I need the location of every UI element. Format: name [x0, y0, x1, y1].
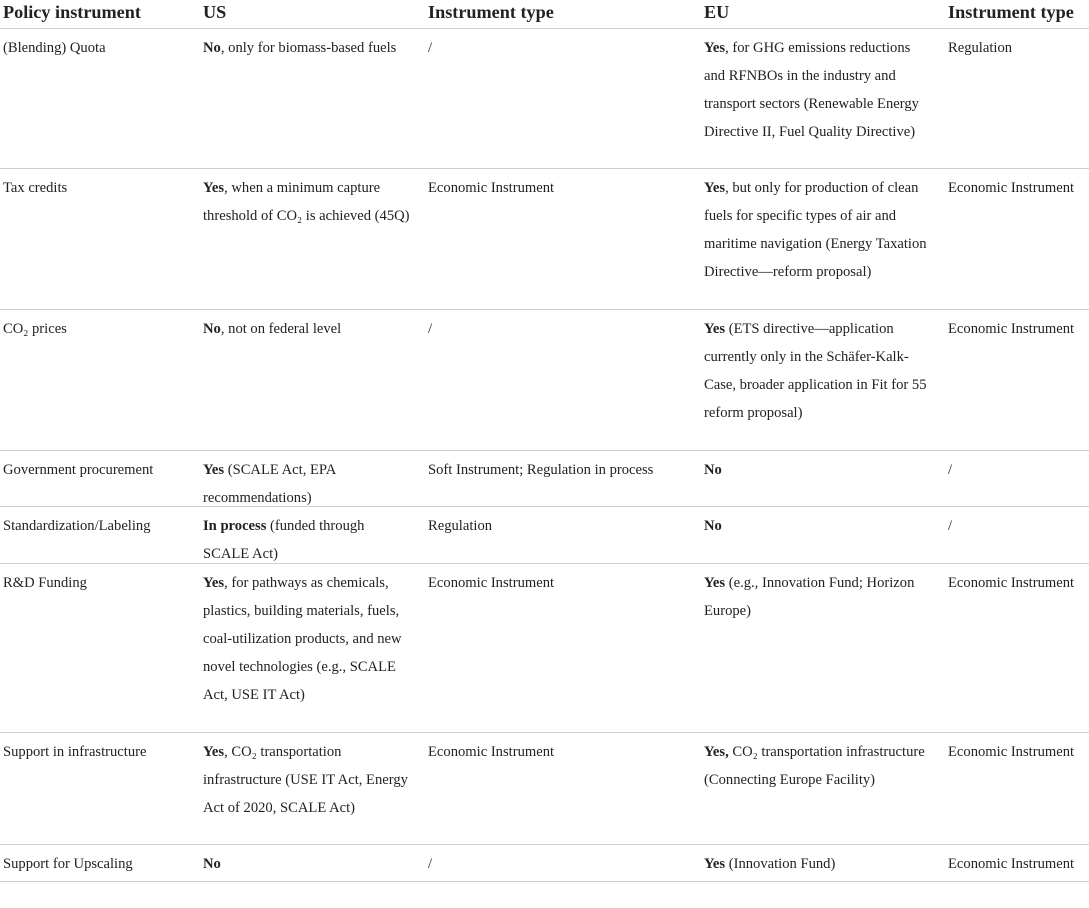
- us-cell: [200, 507, 425, 563]
- header-us: US: [203, 2, 227, 22]
- us-lead: Yes: [203, 462, 225, 478]
- policy-cell: Government procurement: [3, 462, 154, 478]
- header-us-instrument-type: Instrument type: [428, 2, 554, 22]
- eu-cell: [701, 310, 945, 450]
- us-type-cell: Soft Instrument; Regulation in process: [428, 462, 654, 478]
- eu-text: , for GHG emissions reductions and RFNBOs in the industry and transport sectors (Renewable Energy Directive II, Fuel Quality Directive): [704, 40, 919, 140]
- policy-cell: Standardization/Labeling: [3, 518, 151, 534]
- eu-type-cell: Economic Instrument: [948, 856, 1075, 872]
- table-row: [0, 451, 1089, 507]
- table-row: [0, 29, 1089, 169]
- table-row: [0, 733, 1089, 845]
- us-cell: [200, 29, 425, 168]
- us-text: (funded through SCALE Act): [203, 518, 365, 562]
- eu-type-cell: /: [948, 462, 953, 478]
- eu-lead: Yes: [704, 180, 726, 196]
- us-type-cell: /: [428, 321, 433, 337]
- us-type-cell: Economic Instrument: [428, 744, 555, 760]
- policy-cell: CO₂ prices: [3, 321, 67, 337]
- eu-cell: [701, 733, 945, 844]
- eu-text: (e.g., Innovation Fund; Horizon Europe): [704, 575, 915, 619]
- eu-cell: [701, 169, 945, 309]
- eu-lead: Yes: [704, 856, 726, 872]
- table-row: [0, 507, 1089, 564]
- eu-cell: [701, 451, 945, 506]
- us-cell: [200, 169, 425, 309]
- eu-lead: Yes: [704, 575, 726, 591]
- us-text: , for pathways as chemicals, plastics, building materials, fuels, coal-utilization products, and new novel technologies (e.g., SCALE Act, USE IT Act): [203, 575, 402, 703]
- us-text: , only for biomass-based fuels: [220, 40, 397, 56]
- eu-cell: [701, 564, 945, 732]
- us-cell: [200, 733, 425, 844]
- eu-text: CO₂ transportation infrastructure (Connecting Europe Facility): [704, 744, 925, 788]
- us-text: , when a minimum capture threshold of CO₂ is achieved (45Q): [203, 180, 410, 224]
- us-lead: No: [203, 856, 221, 872]
- us-text: , not on federal level: [220, 321, 342, 337]
- eu-lead: Yes,: [704, 744, 729, 760]
- us-cell: [200, 564, 425, 732]
- eu-text: , but only for production of clean fuels for specific types of air and maritime navigation (Energy Taxation Directive—reform proposal): [704, 180, 927, 280]
- us-text: (SCALE Act, EPA recommendations): [203, 462, 336, 506]
- us-lead: Yes: [203, 575, 225, 591]
- us-lead: In process: [203, 518, 267, 534]
- us-type-cell: /: [428, 856, 433, 872]
- us-text: , CO₂ transportation infrastructure (USE IT Act, Energy Act of 2020, SCALE Act): [203, 744, 408, 816]
- policy-cell: (Blending) Quota: [3, 40, 106, 56]
- eu-type-cell: /: [948, 518, 953, 534]
- table-row: [0, 845, 1089, 882]
- eu-lead: No: [704, 518, 722, 534]
- eu-type-cell: Economic Instrument: [948, 321, 1075, 337]
- eu-text: (ETS directive—application currently only in the Schäfer-Kalk-Case, broader application in Fit for 55 reform proposal): [704, 321, 927, 421]
- header-eu: EU: [704, 2, 730, 22]
- table-row: [0, 169, 1089, 310]
- eu-type-cell: Economic Instrument: [948, 744, 1075, 760]
- us-lead: Yes: [203, 744, 225, 760]
- policy-cell: Support in infrastructure: [3, 744, 147, 760]
- eu-cell: [701, 845, 945, 881]
- us-cell: [200, 310, 425, 450]
- eu-lead: No: [704, 462, 722, 478]
- us-lead: No: [203, 40, 221, 56]
- us-lead: No: [203, 321, 221, 337]
- eu-type-cell: Regulation: [948, 40, 1013, 56]
- policy-cell: Tax credits: [3, 180, 68, 196]
- us-type-cell: Economic Instrument: [428, 180, 555, 196]
- eu-cell: [701, 29, 945, 168]
- policy-cell: R&D Funding: [3, 575, 87, 591]
- us-cell: [200, 451, 425, 506]
- eu-type-cell: Economic Instrument: [948, 575, 1075, 591]
- table-header-row: [0, 0, 1089, 29]
- us-cell: [200, 845, 425, 881]
- us-type-cell: Regulation: [428, 518, 493, 534]
- eu-cell: [701, 507, 945, 563]
- us-type-cell: /: [428, 40, 433, 56]
- table-row: [0, 310, 1089, 451]
- table-row: [0, 564, 1089, 733]
- eu-text: (Innovation Fund): [725, 856, 836, 872]
- us-lead: Yes: [203, 180, 225, 196]
- policy-cell: Support for Upscaling: [3, 856, 133, 872]
- eu-type-cell: Economic Instrument: [948, 180, 1075, 196]
- us-type-cell: Economic Instrument: [428, 575, 555, 591]
- eu-lead: Yes: [704, 321, 726, 337]
- eu-lead: Yes: [704, 40, 726, 56]
- header-policy-instrument: Policy instrument: [3, 2, 141, 22]
- header-eu-instrument-type: Instrument type: [948, 2, 1074, 22]
